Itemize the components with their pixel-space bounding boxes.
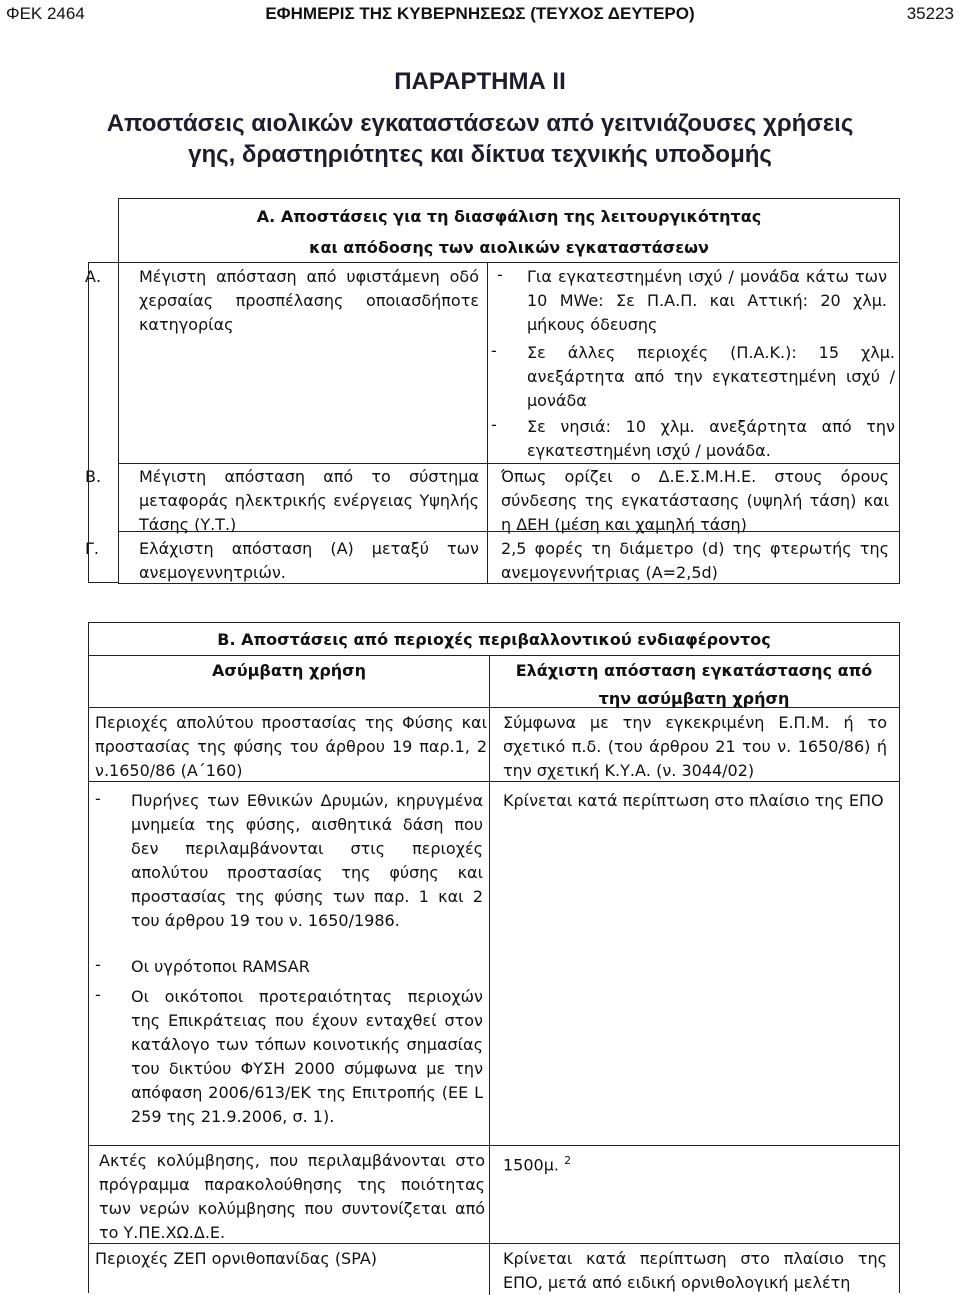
- annex-subtitle: [0, 108, 960, 170]
- row-c-requirement: 2,5 φορές τη διάμετρο (d) της φτερωτής της ανεμογεννήτριας (Α=2,5d): [501, 539, 889, 582]
- row-2-distance: Κρίνεται κατά περίπτωση στο πλαίσιο της ΕΠΟ: [503, 791, 884, 810]
- column-header-min-distance: Ελάχιστη απόσταση εγκατάστασης από την ασύμβατη χρήση: [515, 661, 873, 708]
- table-a-heading: [119, 201, 899, 263]
- row-c-label: Γ.: [85, 539, 99, 558]
- row-1-distance: Σύμφωνα με την εγκεκριμένη Ε.Π.Μ. ή το σχετικό π.δ. (του άρθρου 21 του ν. 1650/86) ή την σχετική Κ.Υ.Α. (ν. 3044/02): [503, 713, 887, 780]
- row-4-distance: Κρίνεται κατά περίπτωση στο πλαίσιο της ΕΠΟ, μετά από ειδική ορνιθολογική μελέτη: [503, 1249, 887, 1292]
- table-b-row-divider: [89, 1243, 899, 1244]
- table-a-left-border: [88, 262, 119, 583]
- table-a-column-divider: [487, 263, 488, 583]
- page-header: [0, 2, 960, 26]
- table-b-row-divider: [89, 1145, 899, 1146]
- row-a-item-3: Σε νησιά: 10 χλμ. ανεξάρτητα από την εγκατεστημένη ισχύ / μονάδα.: [527, 417, 895, 460]
- table-a-row-divider: [119, 463, 899, 464]
- bullet-dash: -: [95, 985, 101, 1004]
- row-1-use: Περιοχές απολύτου προστασίας της Φύσης και προστασίας της φύσης του άρθρου 19 παρ.1, 2 ν.1650/86 (Α΄160): [95, 713, 487, 780]
- page-number: 35223: [906, 4, 954, 23]
- row-3-distance: [503, 1149, 887, 1177]
- row-b-label: Β.: [85, 467, 102, 486]
- gazette-title: ΕΦΗΜΕΡΙΣ ΤΗΣ ΚΥΒΕΡΝΗΣΕΩΣ (ΤΕΥΧΟΣ ΔΕΥΤΕΡΟ): [265, 4, 695, 23]
- bullet-dash: -: [491, 341, 497, 360]
- table-a-heading-line-2: και απόδοσης των αιολικών εγκαταστάσεων: [309, 238, 709, 257]
- row-a-item-2: Σε άλλες περιοχές (Π.Α.Κ.): 15 χλμ. ανεξάρτητα από την εγκατεστημένη ισχύ / μονάδα: [527, 343, 895, 410]
- column-header-incompatible-use: Ασύμβατη χρήση: [211, 661, 367, 680]
- bullet-dash: -: [95, 955, 101, 974]
- annex-title: ΠΑΡΑΡΤΗΜΑ ΙΙ: [394, 68, 566, 95]
- row-a-item-1: Για εγκατεστημένη ισχύ / μονάδα κάτω των 10 MWe: Σε Π.Α.Π. και Αττική: 20 χλμ. μήκους όδευσης: [527, 267, 887, 334]
- table-a: [85, 198, 900, 584]
- row-2-item-2: Οι υγρότοποι RAMSAR: [131, 957, 310, 976]
- issue-number: ΦΕΚ 2464: [6, 4, 85, 23]
- row-c-criterion: Ελάχιστη απόσταση (Α) μεταξύ των ανεμογεννητριών.: [139, 539, 479, 582]
- table-b: [88, 622, 900, 1293]
- table-b-heading: Β. Αποστάσεις από περιοχές περιβαλλοντικού ενδιαφέροντος: [217, 630, 771, 649]
- row-a-label: Α.: [85, 267, 102, 286]
- bullet-dash: -: [491, 415, 497, 434]
- row-a-criterion: Μέγιστη απόσταση από υφιστάμενη οδό χερσαίας προσπέλασης οποιασδήποτε κατηγορίας: [139, 267, 479, 334]
- row-2-item-1: Πυρήνες των Εθνικών Δρυμών, κηρυγμένα μνημεία της φύσης, αισθητικά δάση που δεν περιλαμβάνονται στις περιοχές απολύτου προστασίας της φύσης και προστασίας της φύσης των παρ. 1 και 2 του άρθρου 19 του ν. 1650/1986.: [131, 791, 483, 930]
- annex-subtitle-line-1: Αποστάσεις αιολικών εγκαταστάσεων από γειτνιάζουσες χρήσεις: [106, 110, 854, 137]
- table-a-heading-divider: [88, 262, 898, 263]
- row-2-item-3: Οι οικότοποι προτεραιότητας περιοχών της Επικράτειας που έχουν ενταχθεί στον κατάλογο των τόπων κοινοτικής σημασίας του δικτύου ΦΥΣΗ 2000 σύμφωνα με την απόφαση 2006/613/ΕΚ της Επιτροπής (ΕΕ L 259 της 21.9.2006, σ. 1).: [131, 987, 483, 1126]
- bullet-dash: -: [95, 789, 101, 808]
- table-b-row-divider: [89, 707, 899, 708]
- table-a-heading-line-1: Α. Αποστάσεις για τη διασφάλιση της λειτουργικότητας: [256, 207, 762, 226]
- table-b-column-divider: [489, 655, 490, 1295]
- bullet-dash: -: [497, 265, 503, 284]
- table-b-row-divider: [89, 781, 899, 782]
- row-b-requirement: Όπως ορίζει ο Δ.Ε.Σ.Μ.Η.Ε. στους όρους σύνδεσης της εγκατάστασης (υψηλή τάση) και η ΔΕΗ (μέση και χαμηλή τάση): [501, 467, 889, 534]
- row-3-use: Ακτές κολύμβησης, που περιλαμβάνονται στο πρόγραμμα παρακολούθησης της ποιότητας των νερών κολύμβησης που συντονίζεται από το Υ.ΠΕ.ΧΩ.Δ.Ε.: [99, 1151, 485, 1242]
- annex-subtitle-line-2: γης, δραστηριότητες και δίκτυα τεχνικής υποδομής: [188, 141, 772, 168]
- footnote-marker: 2: [564, 1154, 572, 1167]
- row-3-distance-value: 1500μ.: [503, 1155, 559, 1175]
- row-4-use: Περιοχές ΖΕΠ ορνιθοπανίδας (SPA): [95, 1249, 378, 1268]
- row-b-criterion: Μέγιστη απόσταση από το σύστημα μεταφοράς ηλεκτρικής ενέργειας Υψηλής Τάσης (Υ.Τ.): [139, 467, 479, 534]
- table-b-heading-divider: [89, 655, 899, 656]
